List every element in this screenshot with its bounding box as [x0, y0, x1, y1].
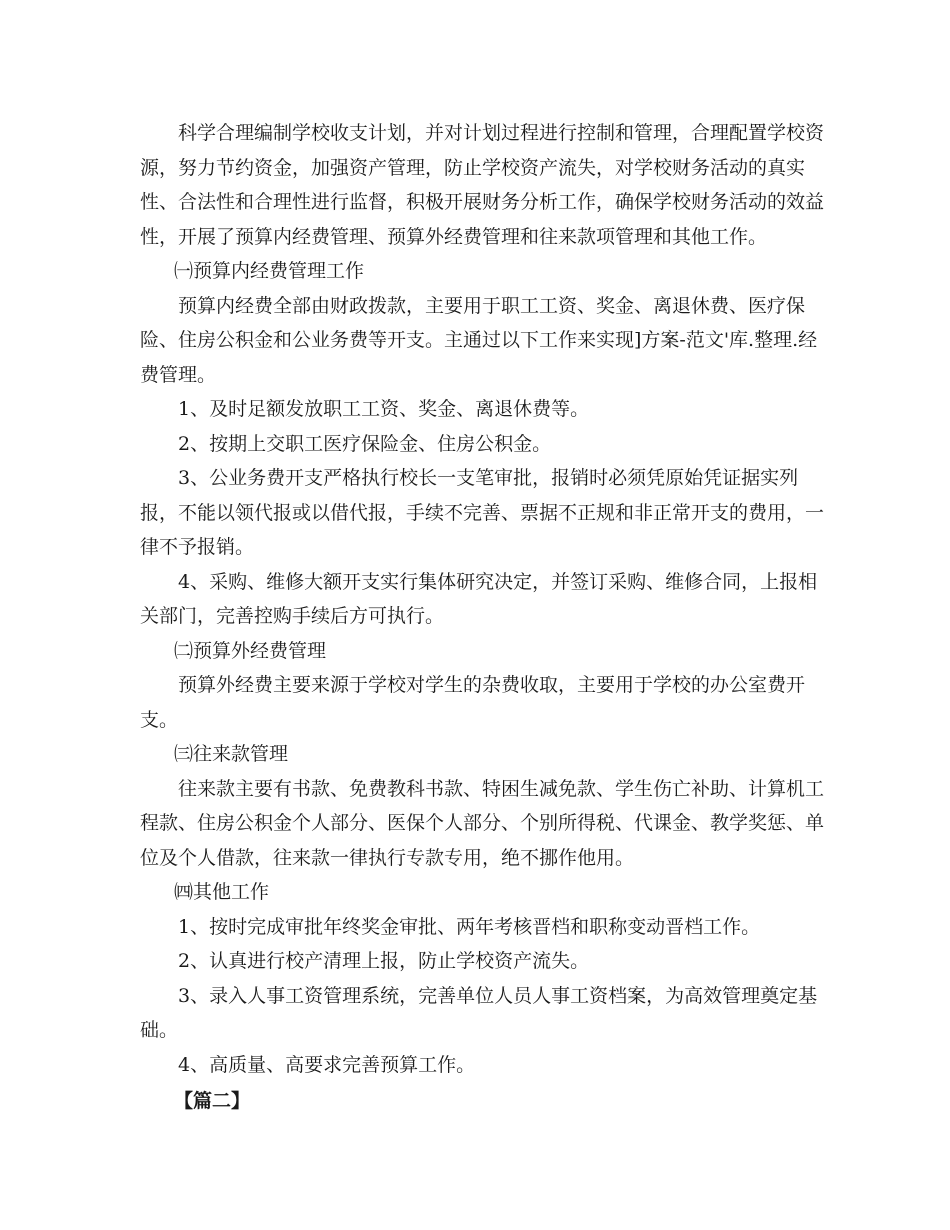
section-heading-in-budget: ㈠预算内经费管理工作 [174, 260, 365, 282]
paragraph-current-accounts: 往来款主要有书款、免费教科书款、特困生减免款、学生伤亡补助、计算机工程款、住房公积金个人部分、医保个人部分、个别所得税、代课金、教学奖惩、单位及个人借款，往来款一律执行专款专用，绝不挪作他用。 [140, 777, 825, 869]
paragraph-in-budget-funds: 预算内经费全部由财政拨款，主要用于职工工资、奖金、离退休费、医疗保险、住房公积金和公业务费等开支。主通过以下工作来实现]方案-范文'库.整理.经费管理。 [140, 294, 818, 386]
part-two-title: 【篇二】 [174, 1090, 251, 1112]
section-heading-off-budget: ㈡预算外经费管理 [174, 639, 327, 662]
list-item-3: 3、公业务费开支严格执行校长一支笔审批，报销时必须凭原始凭证据实列报，不能以领代报或以借代报，手续不完善、票据不正规和非正常开支的费用，一律不予报销。 [140, 467, 825, 558]
paragraph-financial-planning: 科学合理编制学校收支计划，并对计划过程进行控制和管理，合理配置学校资源，努力节约资金，加强资产管理，防止学校资产流失，对学校财务活动的真实性、合法性和合理性进行监督，积极开展财务分析工作，确保学校财务活动的效益性，开展了预算内经费管理、预算外经费管理和往来款项管理和其他工作。 [140, 122, 825, 248]
document-body [140, 116, 825, 1119]
section-heading-current-accounts: ㈢往来款管理 [174, 743, 289, 765]
list-item-2: 2、按期上交职工医疗保险金、住房公积金。 [178, 432, 552, 455]
list-item-1: 1、及时足额发放职工工资、奖金、离退休费等。 [178, 398, 590, 420]
list-item-4: 4、采购、维修大额开支实行集体研究决定，并签订采购、维修合同，上报相关部门，完善控购手续后方可执行。 [140, 570, 818, 627]
other-work-item-4: 4、高质量、高要求完善预算工作。 [178, 1053, 476, 1076]
other-work-item-3: 3、录入人事工资管理系统，完善单位人员人事工资档案，为高效管理奠定基础。 [140, 984, 818, 1041]
other-work-item-1: 1、按时完成审批年终奖金审批、两年考核晋档和职称变动晋档工作。 [178, 915, 761, 938]
other-work-item-2: 2、认真进行校产清理上报，防止学校资产流失。 [178, 950, 590, 972]
paragraph-off-budget-funds: 预算外经费主要来源于学校对学生的杂费收取，主要用于学校的办公室费开支。 [140, 674, 806, 731]
section-heading-other-work: ㈣其他工作 [174, 881, 270, 903]
